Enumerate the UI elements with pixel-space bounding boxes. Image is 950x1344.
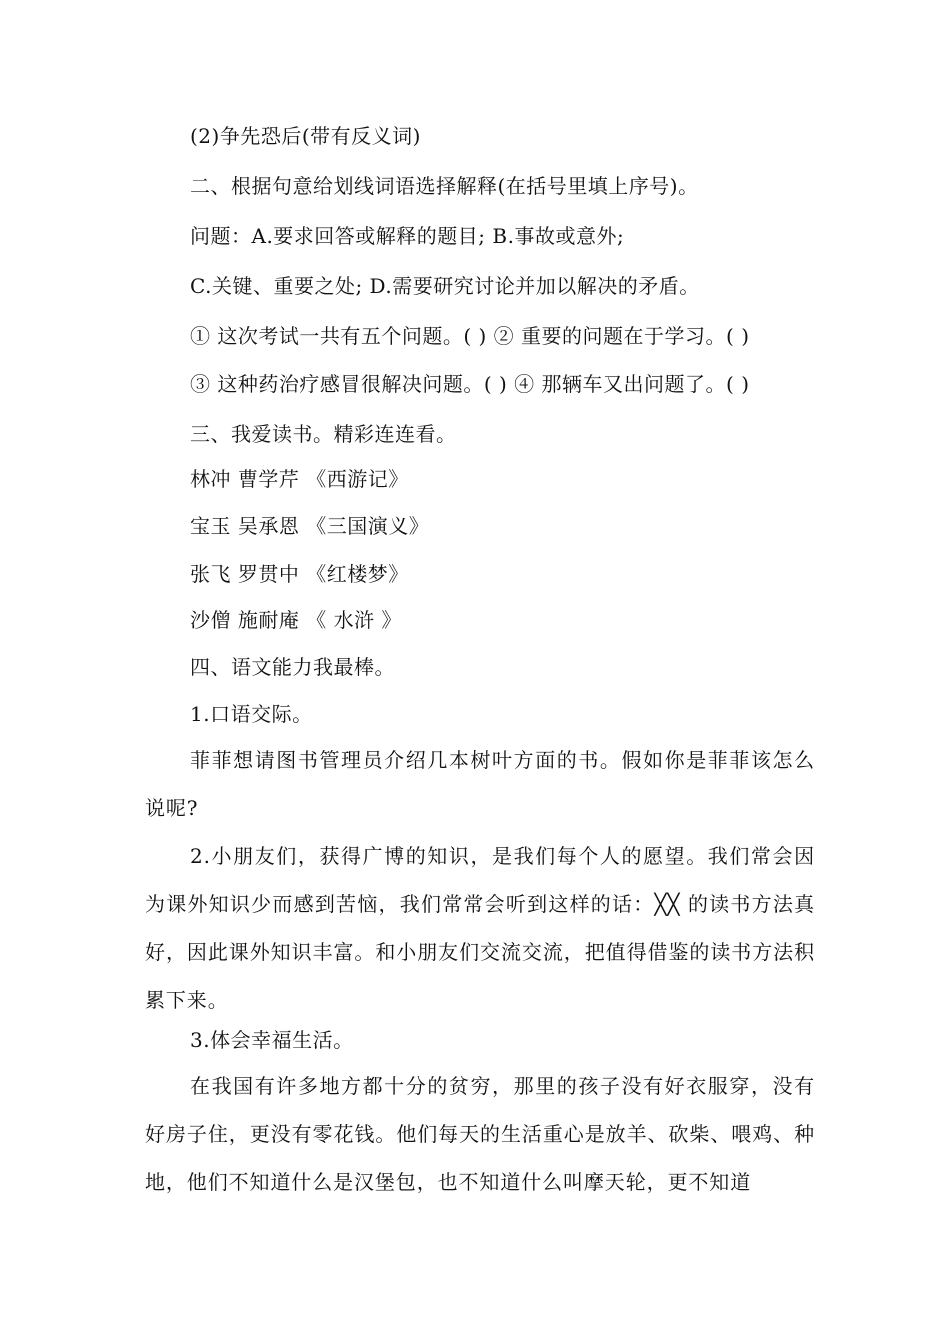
happy-life-paragraph: 在我国有许多地方都十分的贫穷，那里的孩子没有好衣服穿，没有好房子住，更没有零花钱。他们每天的生活重心是放羊、砍柴、喂鸡、种地，他们不知道什么是汉堡包，也不知道什么叫摩天轮，更不知道 bbox=[145, 1074, 815, 1194]
oral-communication-paragraph: 菲菲想请图书管理员介绍几本树叶方面的书。假如你是菲菲该怎么说呢? bbox=[145, 748, 815, 820]
item-3-heading: 3.体会幸福生活。 bbox=[190, 1028, 354, 1052]
section-two-heading: 二、根据句意给划线词语选择解释(在括号里填上序号)。 bbox=[190, 174, 699, 198]
definition-line-1: 问题：A.要求回答或解释的题目; B.事故或意外; bbox=[190, 224, 625, 248]
question-line-2: ③ 这种药治疗感冒很解决问题。( ) ④ 那辆车又出问题了。( ) bbox=[190, 372, 750, 396]
match-row-1: 林冲 曹学芹 《西游记》 bbox=[190, 467, 409, 491]
match-row-3: 张飞 罗贯中 《红楼梦》 bbox=[190, 562, 409, 586]
section-four-heading: 四、语文能力我最棒。 bbox=[190, 655, 395, 679]
match-row-4: 沙僧 施耐庵 《 水浒 》 bbox=[190, 608, 402, 632]
reading-method-paragraph: 2.小朋友们，获得广博的知识，是我们每个人的愿望。我们常会因为课外知识少而感到苦恼，我们常常会听到这样的话：╳╳ 的读书方法真好，因此课外知识丰富。和小朋友们交流交流，把值得借鉴的读书方法积累下来。 bbox=[145, 844, 815, 1012]
item-1-heading: 1.口语交际。 bbox=[190, 702, 313, 726]
section-three-heading: 三、我爱读书。精彩连连看。 bbox=[190, 422, 457, 446]
question-line-1: ① 这次考试一共有五个问题。( ) ② 重要的问题在于学习。( ) bbox=[190, 324, 750, 348]
match-row-2: 宝玉 吴承恩 《三国演义》 bbox=[190, 514, 430, 538]
antonym-item: (2)争先恐后(带有反义词) bbox=[190, 124, 421, 148]
definition-line-2: C.关键、重要之处; D.需要研究讨论并加以解决的矛盾。 bbox=[190, 274, 700, 298]
